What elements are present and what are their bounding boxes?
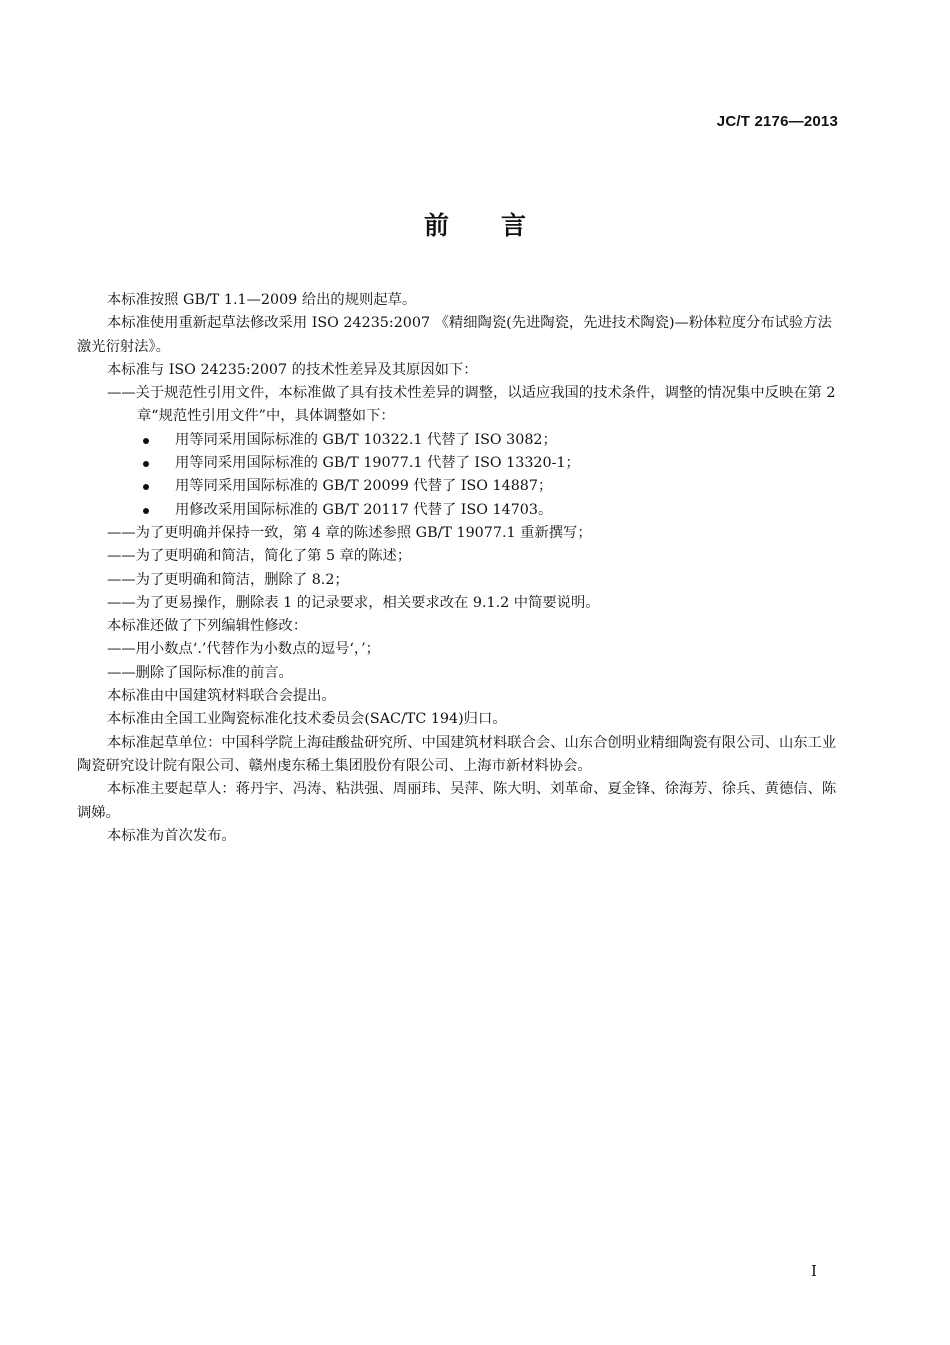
bullet-icon	[143, 438, 149, 444]
paragraph-drafting-rules: 本标准按照 GB/T 1.1—2009 给出的规则起草。	[107, 292, 417, 308]
paragraph-committee: 本标准由全国工业陶瓷标准化技术委员会(SAC/TC 194)归口。	[107, 711, 507, 728]
dash-item-table1: ——为了更易操作，删除表 1 的记录要求，相关要求改在 9.1.2 中简要说明。	[107, 594, 600, 611]
page-title: 前言	[423, 211, 578, 240]
paragraph-editorial-intro: 本标准还做了下列编辑性修改：	[107, 618, 308, 635]
dash-item-delete-8-2: ——为了更明确和简洁，删除了 8.2；	[107, 571, 349, 588]
paragraph-drafting-units: 本标准起草单位：中国科学院上海硅酸盐研究所、中国建筑材料联合会、山东合创明业精细陶瓷有限公司、山东工业陶瓷研究设计院有限公司、赣州虔东稀土集团股份有限公司、上海市新材料协会。	[77, 734, 837, 774]
page-number: I	[811, 1262, 817, 1280]
paragraph-drafters: 本标准主要起草人：蒋丹宇、冯涛、粘洪强、周丽玮、吴萍、陈大明、刘革命、夏金锋、徐海芳、徐兵、黄德信、陈调娣。	[77, 781, 837, 821]
standard-code: JC/T 2176—2013	[716, 113, 838, 130]
dash-item-chapter4: ——为了更明确并保持一致，第 4 章的陈述参照 GB/T 19077.1 重新撰写；	[107, 524, 592, 541]
dash-item-delete-foreword: ——删除了国际标准的前言。	[107, 664, 293, 681]
dash-item-normative-refs: ——关于规范性引用文件，本标准做了具有技术性差异的调整，以适应我国的技术条件，调整的情况集中反映在第 2 章“规范性引用文件”中，具体调整如下：	[107, 385, 836, 425]
bullet-item: 用等同采用国际标准的 GB/T 19077.1 代替了 ISO 13320-1；	[77, 452, 847, 475]
bullet-item: 用等同采用国际标准的 GB/T 10322.1 代替了 ISO 3082；	[77, 429, 847, 452]
paragraph-differences-intro: 本标准与 ISO 24235:2007 的技术性差异及其原因如下：	[107, 361, 478, 378]
bullet-icon	[143, 508, 149, 514]
paragraph-proposer: 本标准由中国建筑材料联合会提出。	[107, 688, 336, 705]
paragraph-first-release: 本标准为首次发布。	[107, 827, 236, 844]
foreword-body	[77, 289, 847, 848]
bullet-item: 用修改采用国际标准的 GB/T 20117 代替了 ISO 14703。	[77, 499, 847, 522]
dash-item-decimal-point: ——用小数点‘.’代替作为小数点的逗号‘，’；	[107, 641, 380, 658]
paragraph-adoption: 本标准使用重新起草法修改采用 ISO 24235:2007 《精细陶瓷(先进陶瓷，先进技术陶瓷)—粉体粒度分布试验方法 激光衍射法》。	[77, 315, 832, 355]
dash-item-chapter5: ——为了更明确和简洁，简化了第 5 章的陈述；	[107, 548, 412, 565]
bullet-item: 用等同采用国际标准的 GB/T 20099 代替了 ISO 14887；	[77, 475, 847, 498]
